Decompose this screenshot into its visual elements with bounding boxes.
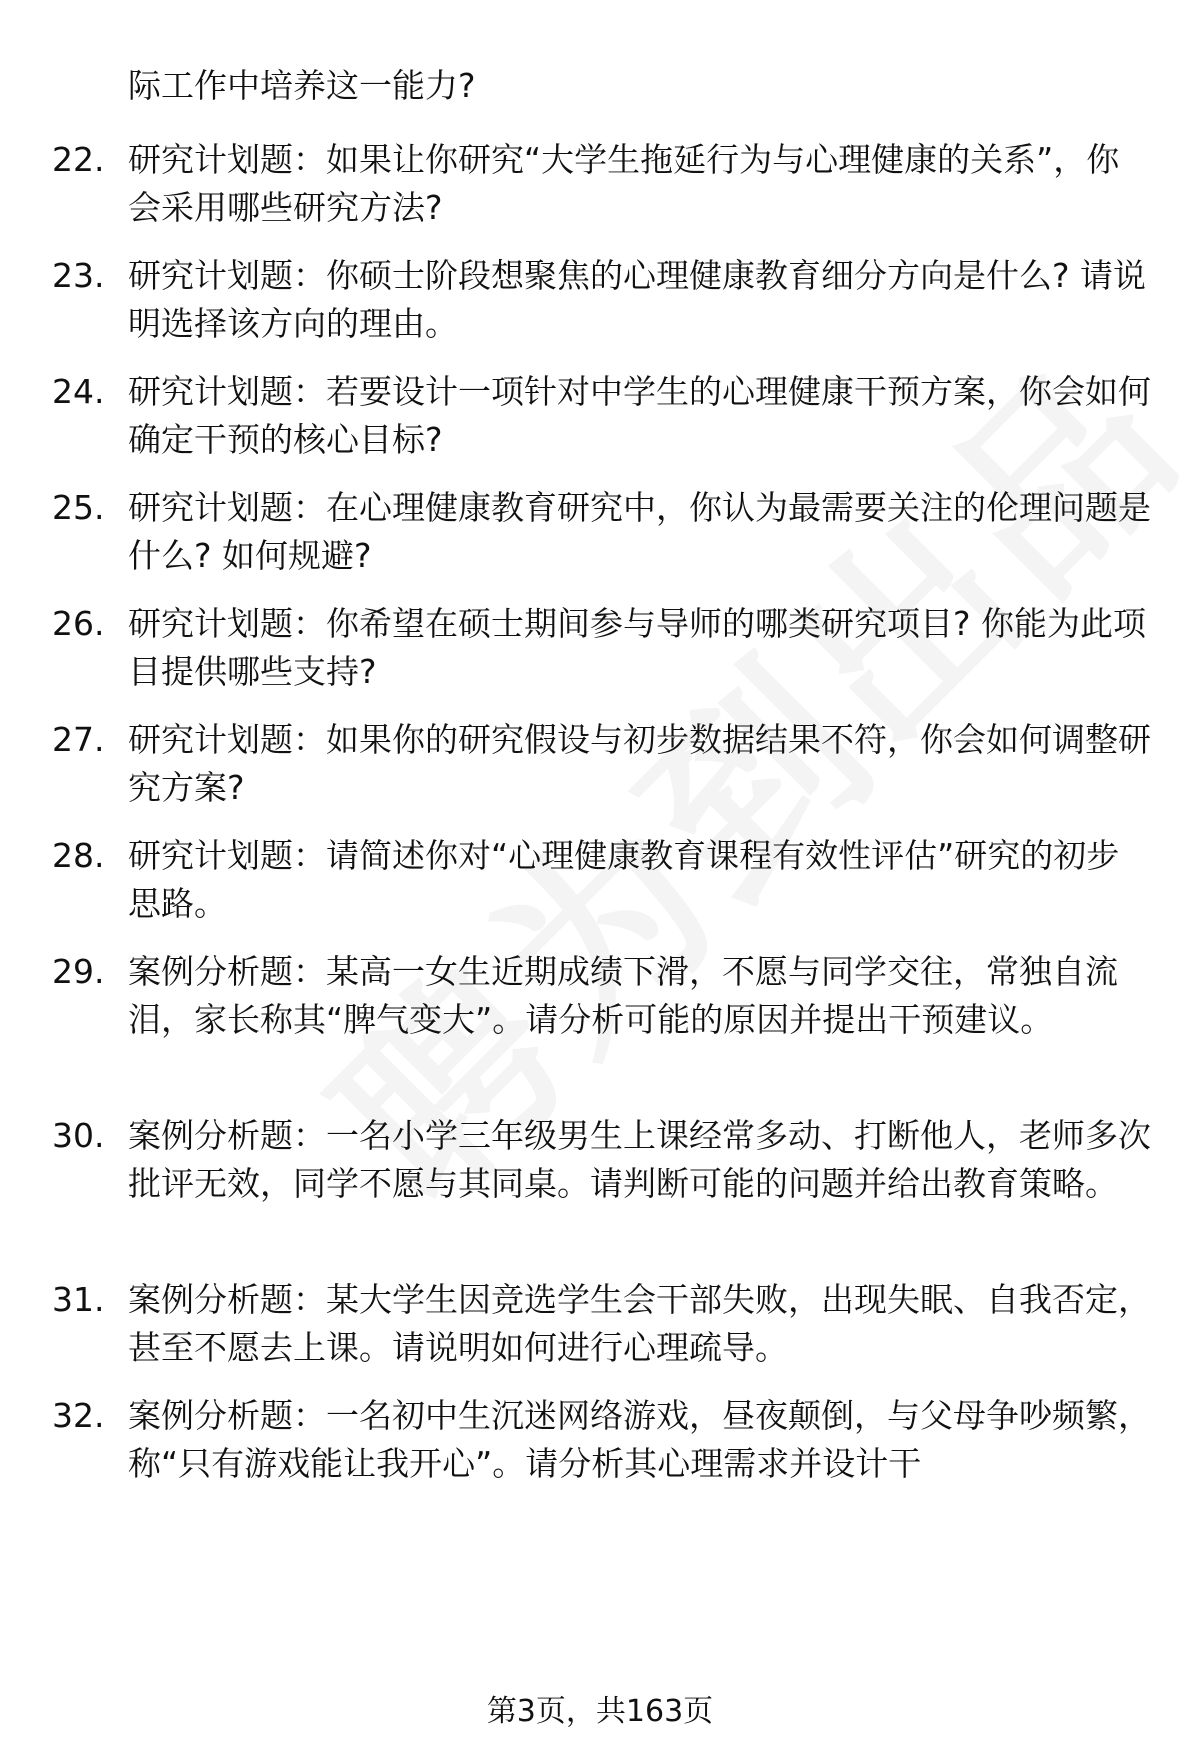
question-number: 28. [52,836,105,875]
question-item [52,484,1152,580]
question-text: 案例分析题：一名小学三年级男生上课经常多动、打断他人，老师多次批评无效，同学不愿与其同桌。请判断可能的问题并给出教育策略。 [128,1116,1151,1203]
question-item [52,1112,1152,1208]
question-item [52,368,1152,464]
page-footer: 第3页，共163页 [486,1694,714,1729]
continuation-text: 际工作中培养这一能力? [128,66,476,105]
question-text: 案例分析题：一名初中生沉迷网络游戏，昼夜颠倒，与父母争吵频繁，称“只有游戏能让我开心”。请分析其心理需求并设计干 [128,1396,1151,1483]
question-text: 研究计划题：如果你的研究假设与初步数据结果不符，你会如何调整研究方案? [128,720,1151,807]
question-item [52,948,1152,1044]
question-item [52,136,1152,232]
question-number: 23. [52,256,105,295]
question-number: 29. [52,952,105,991]
question-text: 研究计划题：请简述你对“心理健康教育课程有效性评估”研究的初步思路。 [128,836,1120,923]
question-number: 31. [52,1280,105,1319]
question-number: 26. [52,604,105,643]
question-item [52,1392,1152,1488]
question-text: 案例分析题：某高一女生近期成绩下滑，不愿与同学交往，常独自流泪，家长称其“脾气变大”。请分析可能的原因并提出干预建议。 [128,952,1118,1039]
question-text: 研究计划题：若要设计一项针对中学生的心理健康干预方案，你会如何确定干预的核心目标? [128,372,1151,459]
question-item [52,1276,1152,1372]
question-text: 案例分析题：某大学生因竞选学生会干部失败，出现失眠、自我否定，甚至不愿去上课。请说明如何进行心理疏导。 [128,1280,1151,1367]
question-number: 30. [52,1116,105,1155]
question-item [52,252,1152,348]
question-item [52,832,1152,928]
question-number: 27. [52,720,105,759]
question-number: 32. [52,1396,105,1435]
question-number: 22. [52,140,105,179]
question-number: 24. [52,372,105,411]
question-number: 25. [52,488,105,527]
question-text: 研究计划题：如果让你研究“大学生拖延行为与心理健康的关系”，你会采用哪些研究方法? [128,140,1120,227]
question-text: 研究计划题：你硕士阶段想聚焦的心理健康教育细分方向是什么? 请说明选择该方向的理由。 [128,256,1147,343]
question-text: 研究计划题：在心理健康教育研究中，你认为最需要关注的伦理问题是什么? 如何规避? [128,488,1151,575]
question-item [52,600,1152,696]
question-item [52,716,1152,812]
question-text: 研究计划题：你希望在硕士期间参与导师的哪类研究项目? 你能为此项目提供哪些支持? [128,604,1147,691]
